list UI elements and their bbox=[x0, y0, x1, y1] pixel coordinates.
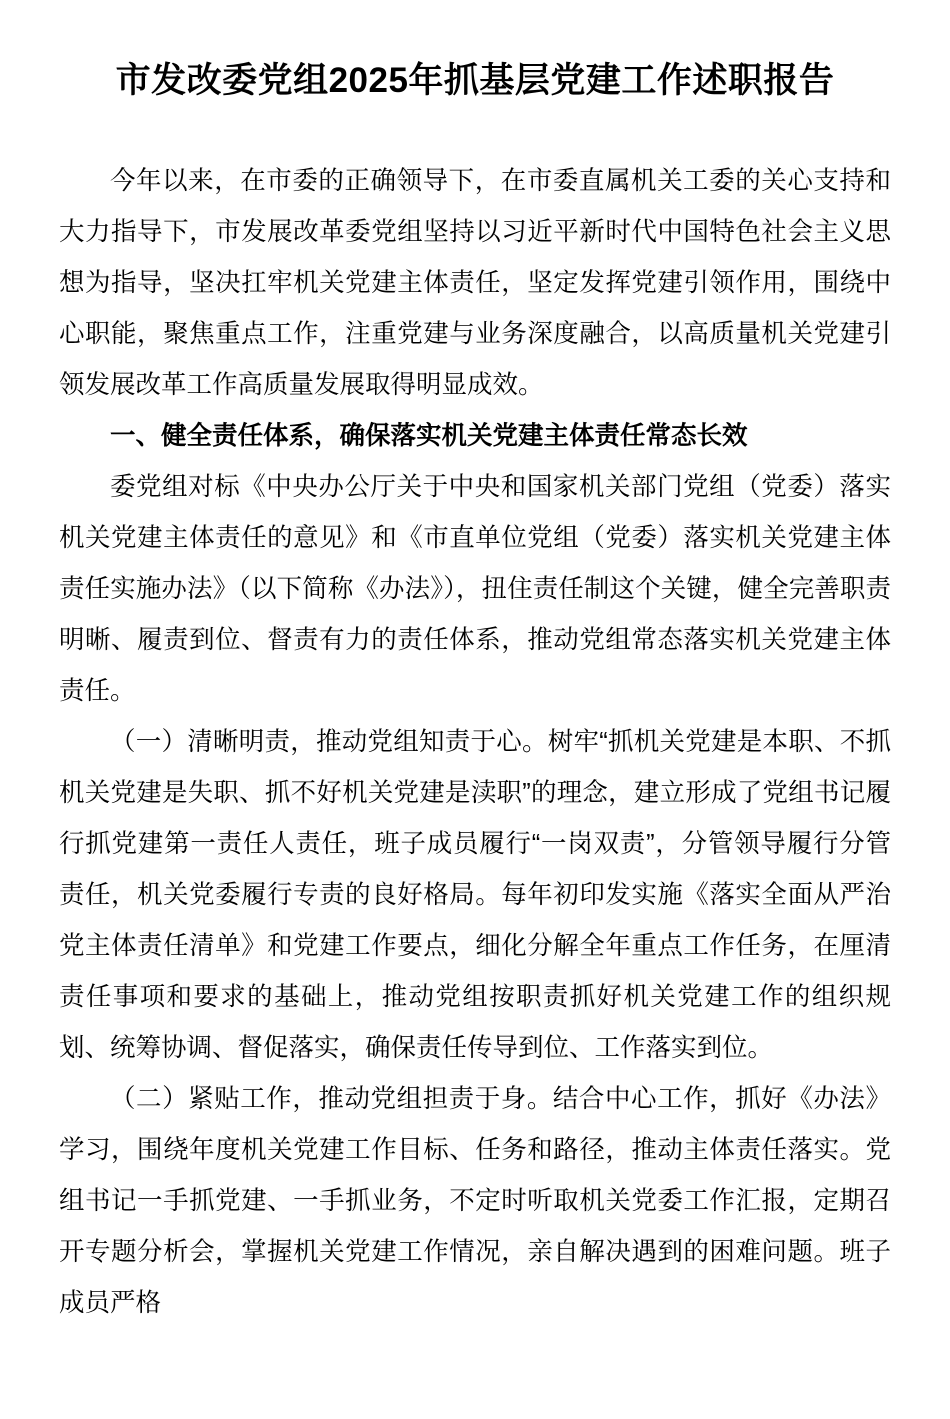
paragraph-section-1-body: 委党组对标《中央办公厅关于中央和国家机关部门党组（党委）落实机关党建主体责任的意见》和《市直单位党组（党委）落实机关党建主体责任实施办法》（以下简称《办法》），扭住责任制这个关键，健全完善职责明晰、履责到位、督责有力的责任体系，推动党组常态落实机关党建主体责任。 bbox=[59, 473, 891, 705]
paragraph-intro: 今年以来，在市委的正确领导下，在市委直属机关工委的关心支持和大力指导下，市发展改革委党组坚持以习近平新时代中国特色社会主义思想为指导，坚决扛牢机关党建主体责任，坚定发挥党建引领作用，围绕中心职能，聚焦重点工作，注重党建与业务深度融合，以高质量机关党建引领发展改革工作高质量发展取得明显成效。 bbox=[59, 167, 891, 399]
page-bottom-margin bbox=[59, 1329, 891, 1419]
paragraph-item-2: （二）紧贴工作，推动党组担责于身。结合中心工作，抓好《办法》学习，围绕年度机关党建工作目标、任务和路径，推动主体责任落实。党组书记一手抓党建、一手抓业务，不定时听取机关党委工作汇报，定期召开专题分析会，掌握机关党建工作情况，亲自解决遇到的困难问题。班子成员严格 bbox=[59, 1085, 891, 1317]
paragraph-item-1: （一）清晰明责，推动党组知责于心。树牢“抓机关党建是本职、不抓机关党建是失职、抓不好机关党建是渎职”的理念，建立形成了党组书记履行抓党建第一责任人责任，班子成员履行“一岗双责”，分管领导履行分管责任，机关党委履行专责的良好格局。每年初印发实施《落实全面从严治党主体责任清单》和党建工作要点，细化分解全年重点工作任务，在厘清责任事项和要求的基础上，推动党组按职责抓好机关党建工作的组织规划、统筹协调、督促落实，确保责任传导到位、工作落实到位。 bbox=[59, 728, 891, 1062]
section-heading-1: 一、健全责任体系，确保落实机关党建主体责任常态长效 bbox=[110, 422, 748, 450]
page-title: 市发改委党组2025年抓基层党建工作述职报告 bbox=[115, 61, 835, 100]
document-content bbox=[59, 0, 891, 1419]
